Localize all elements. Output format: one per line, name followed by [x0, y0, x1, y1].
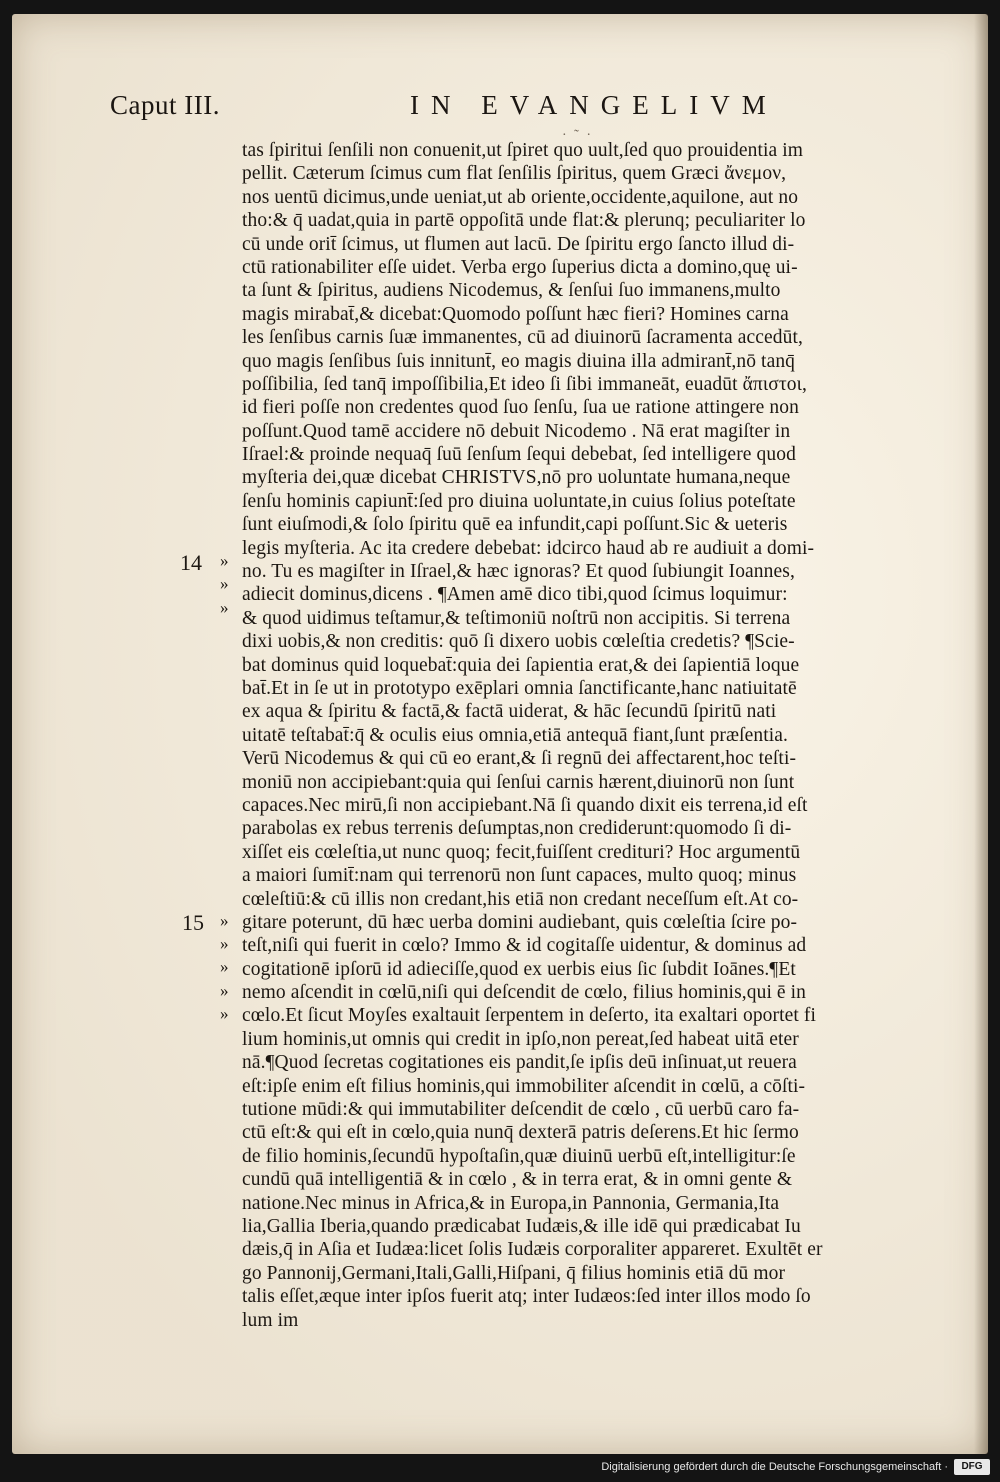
text-line: eſt:ipſe enim eſt filius hominis,qui immobiliter aſcendit in cœlū, a cōſti- [242, 1075, 806, 1097]
text-line: nos uentū dicimus,unde ueniat,ut ab oriente,occidente,aquilone, aut no [242, 186, 799, 208]
text-line: Iſrael:& proinde nequaq̄ ſuū ſenſum ſequi debebat, ſed intelligere quod [242, 444, 796, 466]
quote-mark: » [220, 934, 229, 953]
text-line: gitare poterunt, dū hæc uerba domini audiebant, quis cœleſtia ſcire po- [242, 911, 798, 933]
quote-mark: » [220, 911, 229, 930]
text-line: capaces.Nec mirū,ſi non accipiebant.Nā ſi quando dixit eis terrena,id eſt [242, 794, 808, 816]
text-line: ctū rationabiliter eſſe uidet. Verba ergo ſuperius dicta a domino,quę ui- [242, 256, 798, 278]
text-line: teſt,niſi qui fuerit in cœlo? Immo & id cogitaſſe uidentur, & dominus ad [242, 935, 807, 957]
text-line: lia,Gallia Iberia,quando prædicabat Iudæis,& ille idē qui prædicabat Iu [242, 1215, 801, 1237]
text-line: ex aqua & ſpiritu & factā,& factā uiderat, & hāc ſecundū ſpiritū nati [242, 701, 777, 723]
digitization-footer [0, 1454, 1000, 1482]
text-line: myſteria dei,quæ dicebat CHRISTVS,nō pro uoluntate humana,neque [242, 467, 791, 489]
text-line: cœlo.Et ſicut Moyſes exaltauit ſerpentem in deſerto, ita exaltari oportet fi [242, 1005, 816, 1027]
text-line: quo magis ſenſibus ſuis innitunt̄, eo magis diuina illa admirant̄,nō tanq̄ [242, 350, 796, 372]
text-line: cundū quā intelligentiā & in cœlo , & in terra erat, & in omni gente & [242, 1169, 793, 1191]
text-line: lum im [242, 1309, 299, 1331]
text-line: go Pannonij,Germani,Itali,Galli,Hiſpani, q̄ filius hominis etiā dū mor [242, 1262, 786, 1284]
quote-mark: » [220, 957, 229, 976]
quote-mark: » [220, 1004, 229, 1023]
quote-mark: » [220, 551, 229, 570]
text-line: talis eſſet,æque inter ipſos fuerit atq; inter Iudæos:ſed inter illos modo ſo [242, 1286, 811, 1308]
text-line: cū unde orit̄ ſcimus, ut flumen aut lacū. De ſpiritu ergo ſancto illud di- [242, 233, 795, 255]
page-gutter-shadow [974, 14, 988, 1454]
dfg-logo: DFG [954, 1459, 990, 1475]
text-line: ſenſu hominis capiunt̄:ſed pro diuina uoluntate,in cuius ſolius poteſtate [242, 490, 796, 512]
verse-number-15: 15 [182, 910, 204, 935]
verse-number-14: 14 [180, 550, 202, 575]
text-line: ſunt eiuſmodi,& ſolo ſpiritu quē ea infundit,capi poſſunt.Sic & ueteris [242, 514, 788, 536]
text-line: id fieri poſſe non credentes quod ſuo ſenſu, ſua ue ratione attingere non [242, 397, 799, 419]
chapter-label: Caput III. [110, 90, 220, 120]
text-line: no. Tu es magiſter in Iſrael,& hæc ignoras? Et quod ſubiungit Ioannes, [242, 561, 795, 583]
header-ornament: · ˜ · [562, 128, 593, 143]
text-line: tas ſpiritui ſenſili non conuenit,ut ſpiret quo uult,ſed quo prouidentia im [242, 140, 804, 161]
text-line: cœleſtiū:& cū illis non credant,his etiā non credant neceſſum eſt.At co- [242, 888, 799, 910]
page-body-text [242, 139, 972, 1355]
quote-mark: » [220, 598, 229, 617]
text-line: Verū Nicodemus & qui cū eo erant,& ſi regnū dei affectarent,hoc teſti- [242, 748, 797, 770]
text-line: cogitationē ipſorū id adieciſſe,quod ex uerbis eius ſic ſubdit Ioānes.¶Et [242, 958, 796, 980]
text-line: adiecit dominus,dicens . ¶Amen amē dico tibi,quod ſcimus loquimur: [242, 584, 788, 606]
quote-mark: » [220, 574, 229, 593]
text-line: moniū non accipiebant:quia qui ſenſui carnis hærent,diuinorū non ſunt [242, 771, 795, 793]
book-page [12, 14, 988, 1454]
text-line: nemo aſcendit in cœlū,niſi qui deſcendit de cœlo, filius hominis,qui ē in [242, 982, 807, 1004]
text-line: poſſunt.Quod tamē accidere nō debuit Nicodemo . Nā erat magiſter in [242, 420, 791, 442]
text-line: poſſibilia, ſed tanq̄ impoſſibilia,Et ideo ſi ſibi immaneāt, euadūt ἄπιστοι, [242, 373, 807, 395]
text-line: bat̄.Et in ſe ut in prototypo exēplari omnia ſanctificante,hanc natiuitatē [242, 677, 797, 699]
text-line: dæis,q̄ in Aſia et Iudæa:licet ſolis Iudæis corporaliter appareret. Exultēt er [242, 1239, 823, 1261]
text-line: lium hominis,ut omnis qui credit in ipſo,non pereat,ſed habeat uitā eter [242, 1028, 799, 1050]
text-line: xiſſet eis cœleſtia,ut nunc quoq; fecit,fuiſſent credituri? Hoc argumentū [242, 841, 801, 863]
text-line: de filio hominis,ſecundū hypoſtaſin,quæ diuinū uerbū eſt,intelligitur:ſe [242, 1145, 796, 1167]
text-line: tutione mūdi:& qui immutabiliter deſcendit de cœlo , cū uerbū caro fa- [242, 1099, 800, 1121]
text-line: pellit. Cæterum ſcimus cum flat ſenſilis ſpiritus, quem Græci ἄνεμον, [242, 163, 787, 185]
text-line: ctū eſt:& qui eſt in cœlo,quia nunq̄ dexterā patris deſerens.Et hic ſermo [242, 1122, 799, 1144]
text-line: bat dominus quid loquebat̄:quia dei ſapientia erat,& dei ſapientiā loque [242, 654, 800, 676]
text-line: magis mirabat̄,& dicebat:Quomodo poſſunt hæc fieri? Homines carna [242, 303, 789, 325]
funding-credit-text: Digitalisierung gefördert durch die Deutsche Forschungsgemeinschaft · [601, 1461, 948, 1473]
quote-mark: » [220, 981, 229, 1000]
page-header [110, 90, 810, 143]
catchword-line [242, 1332, 972, 1355]
text-line: ta ſunt & ſpiritus, audiens Nicodemus, & ſenſui ſuo immanens,multo [242, 280, 781, 302]
text-line: legis myſteria. Ac ita credere debebat: idcirco haud ab re audiuit a domi- [242, 537, 815, 559]
text-line: les ſenſibus carnis ſuæ immanentes, cū ad diuinorū ſacramenta accedūt, [242, 327, 803, 349]
text-line: a maiori ſumit̄:nam qui terrenorū non ſunt capaces, multo quoq; minus [242, 865, 797, 887]
text-line: nā.¶Quod ſecretas cogitationes eis pandit,ſe ipſis deū inſinuat,ut reuera [242, 1052, 797, 1074]
text-line: uitatē teſtabat̄:q̄ & oculis eius omnia,etiā antequā fiant,ſunt præſentia. [242, 724, 789, 746]
running-title: IN EVANGELIVM [410, 90, 778, 120]
text-line: tho:& q̄ uadat,quia in partē oppoſitā unde flat:& plerunq; peculiariter lo [242, 210, 806, 232]
text-line: parabolas ex rebus terrenis deſumptas,non crediderunt:quomodo ſi di- [242, 818, 792, 840]
text-line: & quod uidimus teſtamur,& teſtimoniū noſtrū non accipitis. Si terrena [242, 607, 791, 629]
text-line: natione.Nec minus in Africa,& in Europa,in Pannonia, Germania,Ita [242, 1192, 780, 1214]
text-line: dixi uobis,& non creditis: quō ſi dixero uobis cœleſtia credetis? ¶Scie- [242, 631, 795, 653]
